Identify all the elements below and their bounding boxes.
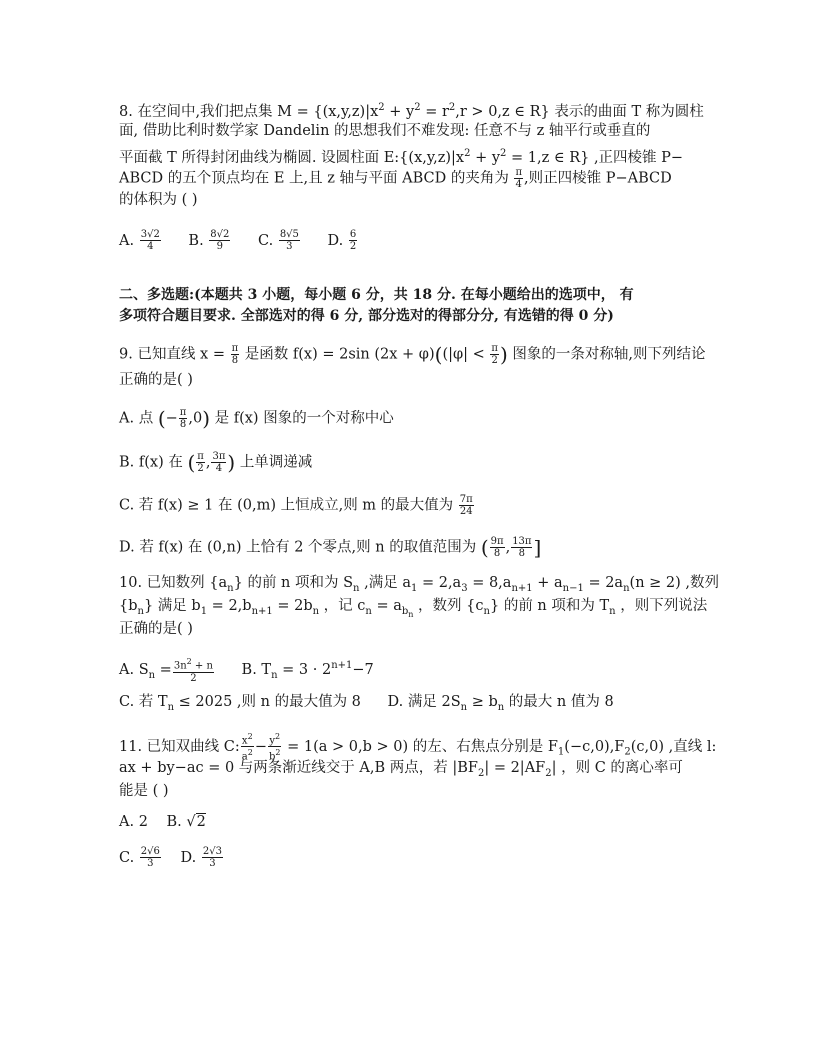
- q9-line-2: 正确的是( ): [119, 372, 193, 388]
- q8-line-4: ABCD 的五个顶点均在 E 上,且 z 轴与平面 ABCD 的夹角为 $\frac{\pi}{4}$ ,则正四棱锥 P−ABCD: [119, 167, 672, 190]
- q9-option-b: B. f(x) 在 ( $\frac{\pi}{2}$ , $\frac{3\pi}{4}$ ) 上单调递减: [119, 450, 313, 475]
- q9-option-c: C. 若 f(x) ≥ 1 在 (0,m) 上恒成立,则 m 的最大值为 $\frac{7\pi}{24}$: [119, 494, 473, 517]
- q11-option-d: D. $\frac{2√3}{3}$: [180, 846, 222, 869]
- q10-option-c: C. 若 $T_n \le 2025$ ,则 n 的最大值为 8: [119, 694, 361, 713]
- q10-option-b: B. $T_n = 3 \cdot 2^{n+1}-7$: [241, 660, 374, 681]
- q10-options-ab: [119, 656, 374, 686]
- q8-line-5: 的体积为 ( ): [119, 192, 198, 208]
- q8-line-2: 面, 借助比利时数学家 Dandelin 的思想我们不难发现: 任意不与 z 轴平行或垂直的: [119, 123, 651, 139]
- q9-option-d: D. 若 f(x) 在 (0,n) 上恰有 2 个零点,则 n 的取值范围为 ( $\frac{9\pi}{8}$ , $\frac{13\pi}{8}$ ]: [119, 535, 542, 560]
- q10-line-2: $\{b_n\}$ 满足 $b_1 = 2,b_{n+1} = 2b_n$ ，记 $c_n = a_{b_n}$ ，数列 $\{c_n\}$ 的前 n 项和为 $T_n$ ，则下列说法: [119, 598, 708, 619]
- q10-line-1: 10. 已知数列 $\{a_n\}$ 的前 n 项和为 $S_n$ ,满足 $a_1 = 2,a_3 = 8,a_{n+1} + a_{n-1} = 2a_n(n \ge 2)$ ,数列: [119, 575, 720, 594]
- q8-option-a: A. $\frac{3√2}{4}$: [119, 229, 160, 252]
- q9-line-1: 9. 已知直线 x = $\frac{\pi}{8}$ 是函数 f(x) = 2sin (2x + φ)((|φ| < $\frac{\pi}{2}$ ) 图象的一条对称轴,则下列结论: [119, 342, 706, 367]
- q11-line-3: 能是 ( ): [119, 783, 169, 799]
- q11-option-c: C. $\frac{2√6}{3}$: [119, 846, 160, 869]
- q8-line-1: 8. 在空间中,我们把点集 $M = \{(x,y,z)|x^2 + y^2 = r^2,r > 0,z$ ∈ R} 表示的曲面 T 称为圆柱: [119, 102, 704, 120]
- q10-options-cd: [119, 692, 614, 718]
- q11-options-cd: [119, 846, 224, 869]
- q8-option-b: B. $\frac{8√2}{9}$: [188, 229, 230, 252]
- q8-option-d: D. $\frac{6}{2}$: [327, 229, 357, 252]
- q8-line-3: 平面截 T 所得封闭曲线为椭圆. 设圆柱面 $E:\{(x,y,z)|x^2 + y^2 = 1,z$ ∈ R} ,正四棱锥 P−: [119, 148, 684, 166]
- fraction-pi-over-4: $\frac{\pi}{4}$: [515, 167, 523, 190]
- q11-option-a: A. 2: [119, 814, 148, 830]
- section-2-heading-line-1: 二、多选题:(本题共 3 小题，每小题 6 分，共 18 分. 在每小题给出的选项中， 有: [119, 287, 634, 303]
- q9-option-a: A. 点 (− $\frac{\pi}{8}$ ,0) 是 f(x) 图象的一个对称中心: [119, 406, 394, 431]
- q11-option-b: B. √2: [166, 814, 206, 830]
- q11-options-ab: [119, 812, 206, 832]
- q10-option-a: A. $S_n$ = $\frac{3n^2 + n}{2}$: [119, 657, 213, 684]
- q8-option-c: C. $\frac{8√5}{3}$: [258, 229, 299, 252]
- section-2-heading-line-2: 多项符合题目要求. 全部选对的得 6 分, 部分选对的得部分分, 有选错的得 0 分): [119, 308, 614, 324]
- q10-option-d: D. 满足 $2S_n \ge b_n$ 的最大 n 值为 8: [387, 694, 614, 713]
- q11-line-2: ax + by−ac = 0 与两条渐近线交于 A,B 两点，若 $|BF_2| = 2|AF_2|$ ，则 C 的离心率可: [119, 760, 683, 779]
- q8-options: [119, 229, 358, 252]
- q11-line-1: 11. 已知双曲线 C: $\frac{x^2}{a^2}$ − $\frac{y^2}{b^2}$ = 1(a > 0,b > 0) 的左、右焦点分别是 $F_1(-c,0),F_2(c,0)$ ,直线 l:: [119, 732, 717, 763]
- q10-line-3: 正确的是( ): [119, 621, 193, 637]
